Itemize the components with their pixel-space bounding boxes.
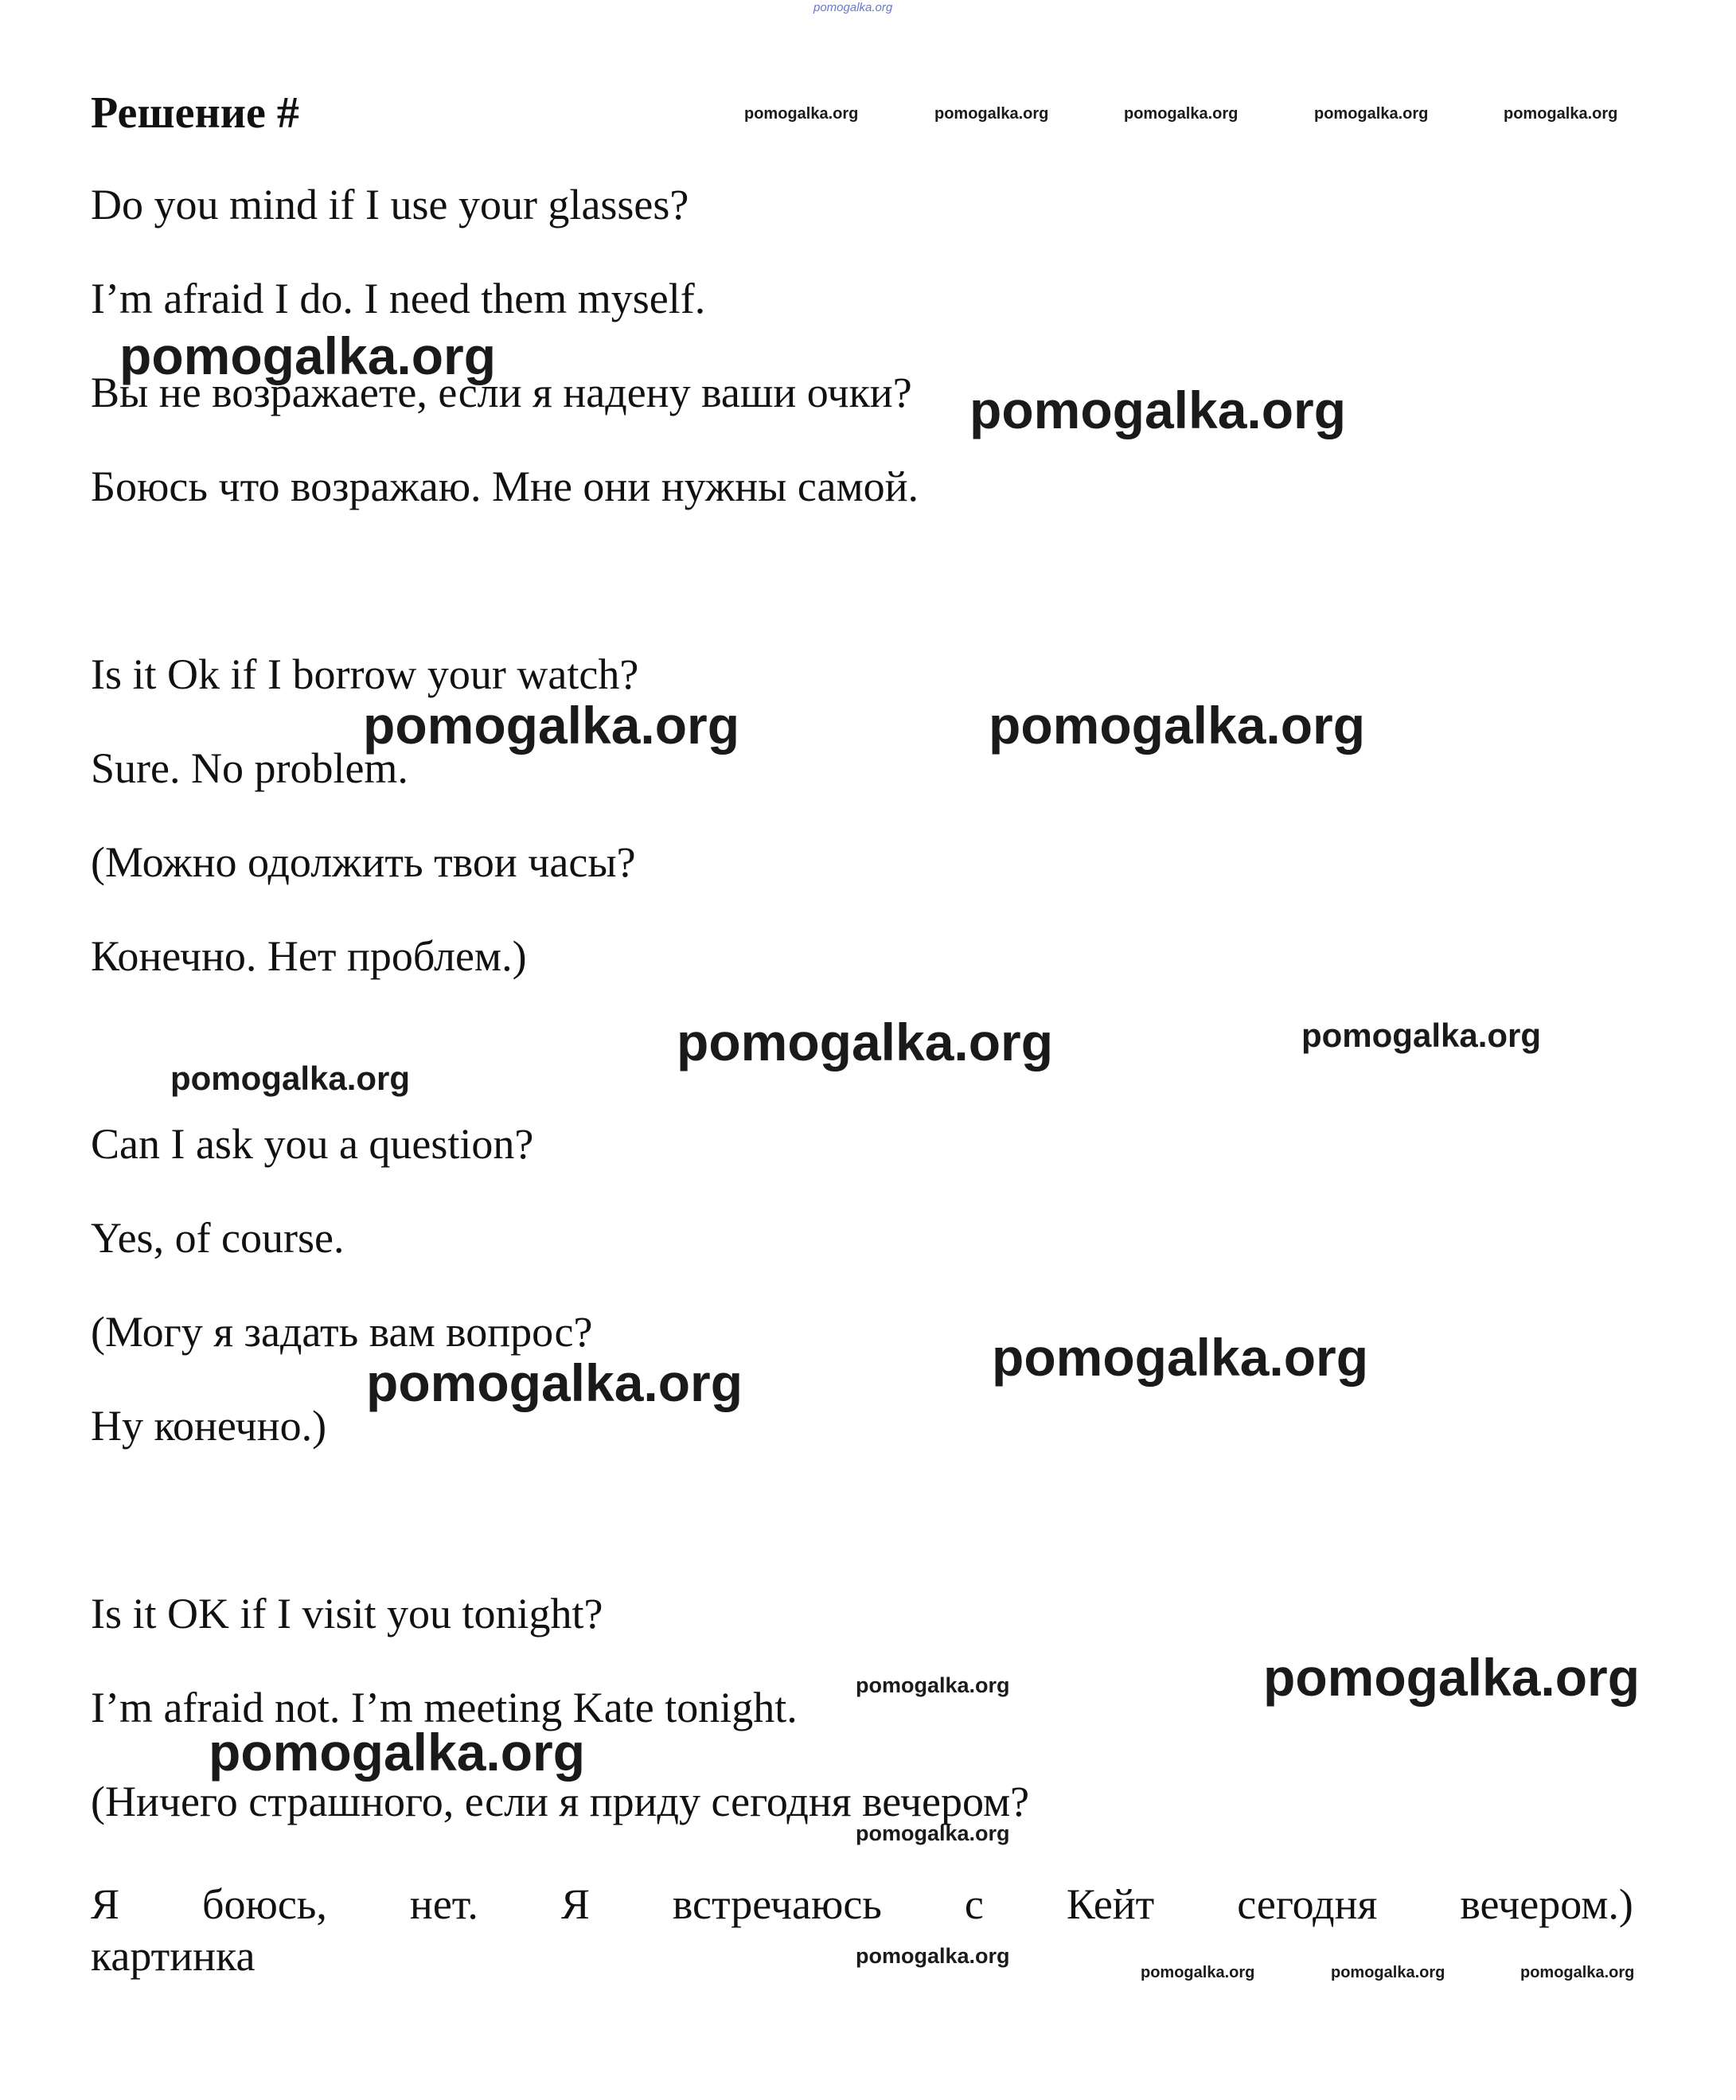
- header-watermark: pomogalka.org: [1124, 105, 1239, 123]
- watermark: pomogalka.org: [856, 1944, 1010, 1968]
- text-line: Is it OK if I visit you tonight?: [91, 1590, 603, 1637]
- text-line: Is it Ok if I borrow your watch?: [91, 650, 639, 698]
- text-line: Yes, of course.: [91, 1214, 345, 1262]
- text-line: Конечно. Нет проблем.): [91, 932, 527, 980]
- text-line: (Ничего страшного, если я приду сегодня вечером?: [91, 1778, 1030, 1825]
- text-line: I’m afraid I do. I need them myself.: [91, 275, 706, 322]
- text-line: Can I ask you a question?: [91, 1120, 534, 1168]
- word: боюсь,: [202, 1880, 327, 1928]
- text-line: картинка: [91, 1932, 256, 1980]
- header-watermark: pomogalka.org: [1504, 105, 1618, 123]
- watermark: pomogalka.org: [1301, 1017, 1542, 1054]
- watermark: pomogalka.org: [363, 696, 740, 755]
- footer-watermark: pomogalka.org: [1141, 1964, 1255, 1981]
- watermark: pomogalka.org: [170, 1060, 411, 1097]
- watermark: pomogalka.org: [366, 1353, 743, 1412]
- text-line: Sure. No problem.: [91, 744, 408, 792]
- watermark: pomogalka.org: [1263, 1648, 1640, 1707]
- watermark: pomogalka.org: [856, 1821, 1010, 1845]
- watermark: pomogalka.org: [119, 326, 497, 385]
- watermark: pomogalka.org: [856, 1673, 1010, 1697]
- text-line: Do you mind if I use your glasses?: [91, 181, 689, 228]
- word: нет.: [409, 1880, 478, 1928]
- word: Я: [560, 1880, 590, 1928]
- text-line: Ну конечно.): [91, 1402, 327, 1450]
- top-watermark: pomogalka.org: [813, 1, 893, 14]
- watermark: pomogalka.org: [209, 1723, 586, 1782]
- text-line: (Можно одолжить твои часы?: [91, 838, 636, 886]
- text-line: I’m afraid not. I’m meeting Kate tonight.: [91, 1684, 798, 1731]
- watermark: pomogalka.org: [969, 381, 1347, 439]
- text-line: Вы не возражаете, если я надену ваши очки?: [91, 369, 912, 416]
- word: вечером.): [1460, 1880, 1633, 1928]
- word: встречаюсь: [672, 1880, 882, 1928]
- word: Я: [91, 1880, 120, 1928]
- justified-line: [91, 1872, 1633, 1936]
- word: Кейт: [1066, 1880, 1155, 1928]
- page-title: Решение #: [91, 88, 299, 138]
- word: сегодня: [1237, 1880, 1378, 1928]
- watermark: pomogalka.org: [992, 1328, 1369, 1387]
- footer-watermark: pomogalka.org: [1520, 1964, 1635, 1981]
- word: с: [964, 1880, 984, 1928]
- header-watermark: pomogalka.org: [934, 105, 1049, 123]
- text-line: Боюсь что возражаю. Мне они нужны самой.: [91, 463, 919, 510]
- watermark: pomogalka.org: [989, 696, 1366, 755]
- header-watermark: pomogalka.org: [744, 105, 859, 123]
- header-watermark: pomogalka.org: [1314, 105, 1429, 123]
- text-line: (Могу я задать вам вопрос?: [91, 1308, 593, 1356]
- footer-watermark: pomogalka.org: [1331, 1964, 1445, 1981]
- watermark: pomogalka.org: [677, 1013, 1054, 1071]
